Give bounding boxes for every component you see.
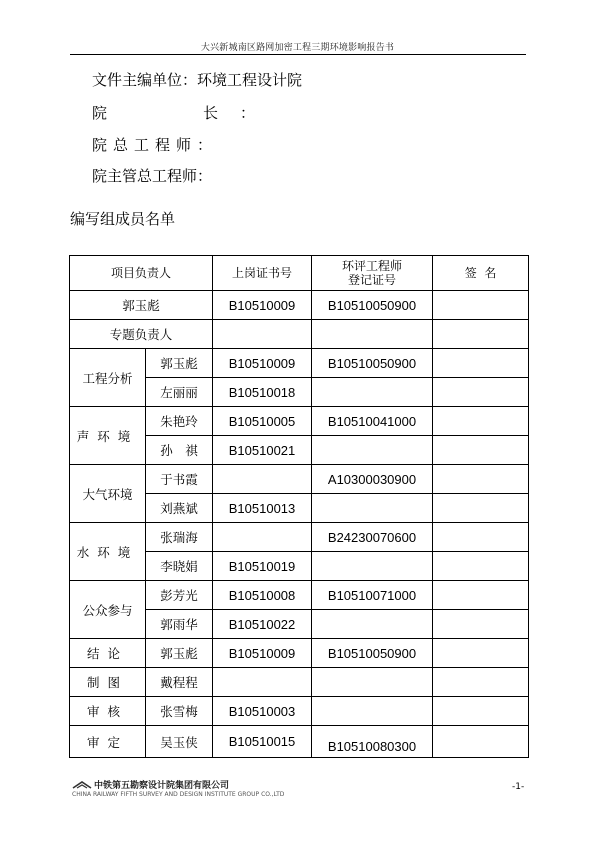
table-row <box>70 291 529 320</box>
eia-cert-cell: B10510041000 <box>312 407 433 436</box>
header-title: 大兴新城南区路网加密工程三期环境影响报告书 <box>200 43 395 53</box>
table-row <box>70 523 529 552</box>
table-row <box>70 697 529 726</box>
post-cert-cell: B10510008 <box>213 581 312 610</box>
signature-cell <box>433 436 529 465</box>
post-cert-cell: B10510019 <box>213 552 312 581</box>
signature-cell <box>433 552 529 581</box>
section-title: 编写组成员名单 <box>70 210 176 228</box>
header-item-lead: 项目负责人 <box>70 256 213 291</box>
info-line-supervising-engineer <box>92 166 212 186</box>
post-cert-cell <box>213 465 312 494</box>
post-cert-cell: B10510018 <box>213 378 312 407</box>
table-row <box>70 407 529 436</box>
signature-cell <box>433 407 529 436</box>
member-name: 郭玉彪 <box>146 639 213 668</box>
signature-cell <box>433 639 529 668</box>
info-label: 文件主编单位： <box>92 71 198 89</box>
member-name: 左丽丽 <box>146 378 213 407</box>
eia-cert-cell: B10510050900 <box>312 291 433 320</box>
post-cert-cell <box>213 523 312 552</box>
header-eia-cert-line1: 环评工程师 <box>342 259 403 273</box>
team-roster-table <box>69 255 529 758</box>
topic-cell: 水环境 <box>70 523 146 581</box>
member-name: 戴程程 <box>146 668 213 697</box>
eia-cert-cell: B10510080300 <box>312 726 433 758</box>
header-eia-cert-line2: 登记证号 <box>348 273 397 287</box>
table-row <box>70 639 529 668</box>
signature-cell <box>433 523 529 552</box>
member-name: 刘燕斌 <box>146 494 213 523</box>
eia-cert-cell: B10510050900 <box>312 639 433 668</box>
signature-cell <box>433 610 529 639</box>
company-logo <box>72 778 285 802</box>
member-name: 朱艳玲 <box>146 407 213 436</box>
company-name-en: CHINA RAILWAY FIFTH SURVEY AND DESIGN INSTITUTE GROUP CO.,LTD <box>72 791 285 798</box>
post-cert-cell: B10510009 <box>213 639 312 668</box>
topic-cell: 工程分析 <box>70 349 146 407</box>
member-name: 孙 祺 <box>146 436 213 465</box>
info-line-chief-engineer <box>92 135 218 155</box>
member-name: 郭雨华 <box>146 610 213 639</box>
table-row <box>70 726 529 758</box>
signature-cell <box>433 581 529 610</box>
post-cert-cell <box>213 320 312 349</box>
post-cert-cell: B10510003 <box>213 697 312 726</box>
info-line-editor <box>92 70 302 90</box>
signature-cell <box>433 494 529 523</box>
role-cell: 审定 <box>70 726 146 758</box>
header-eia-cert <box>312 256 433 291</box>
header-rule <box>70 54 526 55</box>
signature-cell <box>433 320 529 349</box>
header-post-cert: 上岗证书号 <box>213 256 312 291</box>
post-cert-cell: B10510009 <box>213 291 312 320</box>
info-line-president <box>92 103 277 123</box>
eia-cert-cell <box>312 320 433 349</box>
member-name: 于书霞 <box>146 465 213 494</box>
crrc-logo-icon <box>72 780 92 790</box>
page-number: -1- <box>512 782 525 792</box>
signature-cell <box>433 668 529 697</box>
topic-cell: 公众参与 <box>70 581 146 639</box>
table-row <box>70 581 529 610</box>
table-row <box>70 668 529 697</box>
project-lead-name: 郭玉彪 <box>70 291 213 320</box>
table-row <box>70 349 529 378</box>
topic-lead-label: 专题负责人 <box>70 320 213 349</box>
post-cert-cell: B10510013 <box>213 494 312 523</box>
info-label: 院 长： <box>92 104 278 122</box>
signature-cell <box>433 349 529 378</box>
role-cell: 制图 <box>70 668 146 697</box>
topic-cell: 大气环境 <box>70 465 146 523</box>
eia-cert-cell <box>312 436 433 465</box>
member-name: 李晓娟 <box>146 552 213 581</box>
eia-cert-cell: B10510071000 <box>312 581 433 610</box>
info-value: 环境工程设计院 <box>197 71 303 89</box>
post-cert-cell: B10510015 <box>213 726 312 758</box>
eia-cert-cell <box>312 668 433 697</box>
eia-cert-cell: B24230070600 <box>312 523 433 552</box>
role-cell: 结论 <box>70 639 146 668</box>
post-cert-cell: B10510005 <box>213 407 312 436</box>
topic-cell: 声环境 <box>70 407 146 465</box>
eia-cert-cell <box>312 378 433 407</box>
member-name: 吴玉侠 <box>146 726 213 758</box>
table-header-row <box>70 256 529 291</box>
eia-cert-cell: B10510050900 <box>312 349 433 378</box>
eia-cert-cell <box>312 552 433 581</box>
member-name: 张瑞海 <box>146 523 213 552</box>
table-row <box>70 320 529 349</box>
role-cell: 审核 <box>70 697 146 726</box>
eia-cert-cell: A10300030900 <box>312 465 433 494</box>
post-cert-cell: B10510021 <box>213 436 312 465</box>
post-cert-cell <box>213 668 312 697</box>
post-cert-cell: B10510022 <box>213 610 312 639</box>
info-label: 院总工程师： <box>92 136 219 154</box>
header-signature: 签 名 <box>433 256 529 291</box>
signature-cell <box>433 465 529 494</box>
eia-cert-cell <box>312 494 433 523</box>
eia-cert-cell <box>312 697 433 726</box>
table-row <box>70 465 529 494</box>
company-name-cn: 中铁第五勘察设计院集团有限公司 <box>94 781 230 791</box>
signature-cell <box>433 378 529 407</box>
member-name: 彭芳光 <box>146 581 213 610</box>
signature-cell <box>433 726 529 758</box>
member-name: 张雪梅 <box>146 697 213 726</box>
eia-cert-cell <box>312 610 433 639</box>
info-label: 院主管总工程师： <box>92 167 213 185</box>
post-cert-cell: B10510009 <box>213 349 312 378</box>
member-name: 郭玉彪 <box>146 349 213 378</box>
signature-cell <box>433 697 529 726</box>
signature-cell <box>433 291 529 320</box>
